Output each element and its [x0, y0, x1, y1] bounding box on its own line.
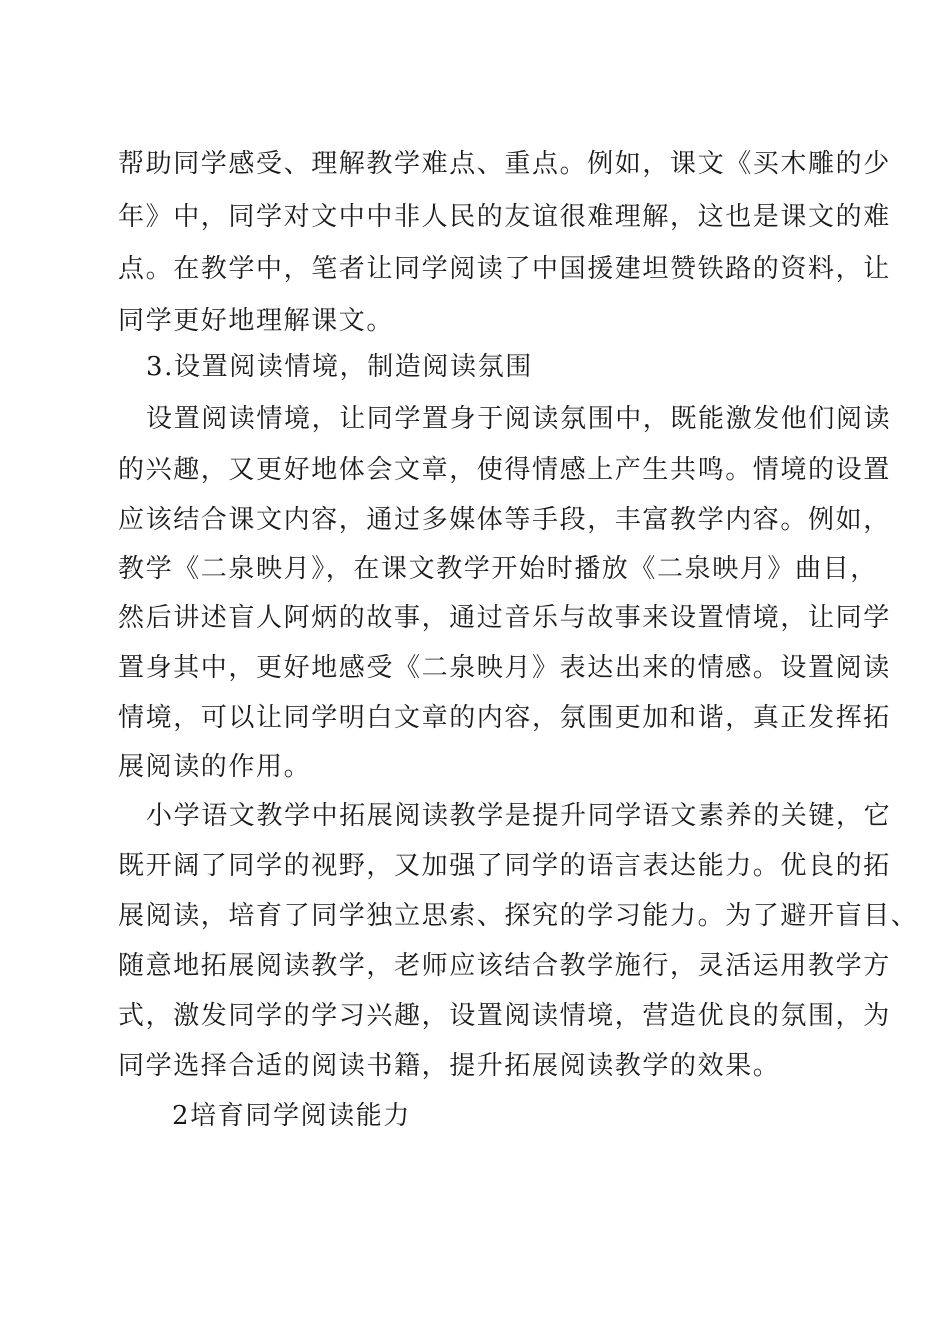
text-line: 应该结合课文内容，通过多媒体等手段，丰富教学内容。例如， — [118, 505, 891, 535]
text-line: 设置阅读情境，让同学置身于阅读氛围中，既能激发他们阅读 — [146, 404, 892, 434]
text-line: 小学语文教学中拓展阅读教学是提升同学语文素养的关键，它 — [146, 801, 892, 831]
text-line: 同学选择合适的阅读书籍，提升拓展阅读教学的效果。 — [118, 1051, 781, 1081]
text-line: 帮助同学感受、理解教学难点、重点。例如，课文《买木雕的少 — [118, 149, 891, 179]
text-line: 置身其中，更好地感受《二泉映月》表达出来的情感。设置阅读 — [118, 653, 891, 683]
text-line: 既开阔了同学的视野，又加强了同学的语言表达能力。优良的拓 — [118, 851, 891, 881]
text-line: 同学更好地理解课文。 — [118, 306, 395, 336]
text-line: 展阅读的作用。 — [118, 752, 312, 782]
text-line: 的兴趣，又更好地体会文章，使得情感上产生共鸣。情境的设置 — [118, 455, 891, 485]
text-line: 随意地拓展阅读教学，老师应该结合教学施行，灵活运用教学方 — [118, 951, 891, 981]
section-heading: 2培育同学阅读能力 — [172, 1101, 411, 1131]
text-line: 点。在教学中，笔者让同学阅读了中国援建坦赞铁路的资料，让 — [118, 254, 891, 284]
text-line: 年》中，同学对文中中非人民的友谊很难理解，这也是课文的难 — [118, 202, 891, 232]
text-line: 展阅读，培育了同学独立思索、探究的学习能力。为了避开盲目、 — [118, 901, 919, 931]
text-line: 教学《二泉映月》，在课文教学开始时播放《二泉映月》曲目， — [118, 554, 878, 584]
text-line: 式，激发同学的学习兴趣，设置阅读情境，营造优良的氛围，为 — [118, 1001, 891, 1031]
text-line: 然后讲述盲人阿炳的故事，通过音乐与故事来设置情境，让同学 — [118, 603, 891, 633]
text-line: 情境，可以让同学明白文章的内容，氛围更加和谐，真正发挥拓 — [118, 703, 891, 733]
section-heading: 3.设置阅读情境，制造阅读氛围 — [146, 352, 533, 382]
